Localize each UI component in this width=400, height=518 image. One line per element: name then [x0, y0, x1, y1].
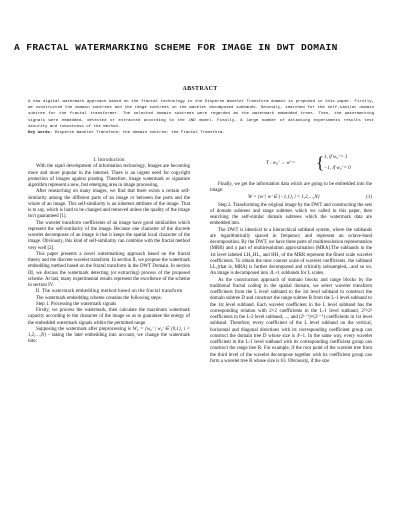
abstract-block: [28, 99, 374, 136]
abstract-text: A new digital watermark approach based on the fractal technology in the Disperse Wavelet Transform domain is proposed in this paper. Firstly, we constructed the domain subtrees and the range subtrees in the wavelet decomposed subbands. Secondly, searched for the self-similar domain subtree for the fractal transformer. The selected domain subtrees were regarded as the watermark embedded trees. Then, the watermarking signals were embedded, detected or extracted according to the JND model. Finally, A large number of attacking experiments results test security and robustness of the method.: [28, 100, 374, 129]
brace: {: [316, 153, 325, 172]
paragraph-text: Supposing the watermark after preprocessing is: [36, 326, 132, 332]
formula-case-2: −1, if w₀ⁱ = 0: [324, 166, 351, 171]
right-column: [210, 150, 372, 365]
paragraph: The wavelet transform coefficients of an image have good similarities which represent the self-similarity of the image. Because one character of the discrete wavelet decomposes of an image is that it keeps the spatial local character of the image. Obviously, this kind of self-similarity can combine with the fractal method very well [2].: [28, 220, 190, 251]
paragraph: The DWT is identical to a hierarchical subband system, where the subbands are logarithmically spaced in frequency and represent an octave-band decomposition. By the DWT, we have three parts of multiresolution representation (MRR) and a part of multiresolution approximation (MRA).The subbands in the 1st level labeled LH₁,HL₁ and HH₁ of the MRR represent the finest scale wavelet coefficients. To obtain the next coarser scale of wavelet coefficients, the subband LL₁(that is, MRA) is further decomposed and critically subsampled,...and so on. An image is decomposed into 3L+1 subbands for L scales.: [210, 227, 372, 277]
watermark-formula: W₀ = {w₀ⁱ | w₀ⁱ ∈ {0,1}, i = 1,2,…,N}: [28, 326, 190, 338]
paragraph: This paper presents a novel watermarking approach based on the fractal theory and the discrete wavelet transform. In section II, we propose the watermark embedding method based on the fractal transform in the DWT Domain. In section III, we discuss the watermark detecting (or extracting) process of the proposed scheme. At last, many experimental results represent the excellence of the scheme in section IV.: [28, 251, 190, 288]
paper-title: A FRACTAL WATERMARKING SCHEME FOR IMAGE IN DWT DOMAIN: [14, 42, 338, 53]
paragraph: Step 1. Processing the watermark signals: [36, 301, 117, 307]
paragraph: After researching on many images, we find that there exists a certain self-similarity among the different parts of an image or between the parts and the whole of an image. This self-similarity is an inherent attribute of the image. That is to say, which is hard to be changed and removed unless the quality of the image isn't guaranteed [1].: [28, 189, 190, 220]
section-heading-method: II. The watermark embedding method based on the fractal transform: [35, 289, 183, 295]
transform-formula: [210, 152, 372, 182]
paragraph: Firstly, we process the watermark, then calculate the maximum watermark capacity according to the character of the image so as to guarantee the energy of the embedded watermark signals within the permitted range.: [28, 308, 190, 326]
paragraph-text: - taking the later embedding into account, we change the watermark into:: [28, 333, 190, 345]
paragraph: [28, 327, 190, 346]
keywords-label: Key words:: [28, 131, 53, 136]
formula-W: W = {wⁱ | wⁱ ∈ {−1,1}, i = 1,2,…,N}: [248, 194, 320, 200]
formula-case-1: 1, if w₀ⁱ = 1: [324, 155, 348, 160]
keywords-text: Disperse Wavelet Transform; the domain subtree; the Fractal Transform.: [54, 131, 225, 136]
paragraph: Step 2. Transforming the original image by the DWT and constructing the sets of domain subtrees and range subtrees which we called in this paper, then searching the self-similar domain subtrees which the watermark data are embedded into.: [210, 202, 372, 227]
equation-1: [210, 195, 372, 203]
paragraph: The watermark embedding scheme contains the following steps:: [36, 295, 162, 301]
left-column: [28, 158, 190, 346]
paragraph: As the construction approach of domain blocks and range blocks by the traditional fractal coding in the spatial domain, we select wavelet transform coefficients from the L level subband to the 1st level subband to construct the domain subtree D and construct the range subtree R from the L-1 level subband to the 1st level subband. Each wavelet coefficient in the L level subband has the corresponding relation with 2×2 coefficients in the L-1 level subband, 2²×2² coefficients in the L-2 level subband, ..., and (2ᴸ⁻¹)×(2ᴸ⁻¹) coefficients in 1st level subband. Therefore, every coefficient of the L level subband on the vertical, horizontal and diagonal directions with its corresponding coefficient group can construct the domain tree D whose size is 4ᴸ-1. In the same way, every wavelet coefficient in the L-1 level subband with its corresponding coefficient group can construct the range tree R. For example, if the root point of the wavelet tree from the third level of the wavelet decompose together with its coefficient group can form a wavelet tree R whose size is 63. Obviously, if the size: [210, 277, 372, 364]
equation-number: (1): [366, 194, 372, 200]
abstract-heading: ABSTRACT: [182, 86, 218, 92]
section-heading-introduction: I. Introduction: [93, 158, 125, 163]
paragraph: Finally, we get the information data which are going to be embedded into the image:: [210, 182, 372, 194]
formula-T: T : w₀ⁱ → wⁱ =: [266, 161, 296, 166]
paragraph: With the rapid development of information technology, Images are becoming more and more popular in the internet. There is an urgent need for copyright protection of images against pirating. Therefore, image watermark or signature algorithm represent a new, fast emerging area in image processing.: [28, 164, 190, 188]
